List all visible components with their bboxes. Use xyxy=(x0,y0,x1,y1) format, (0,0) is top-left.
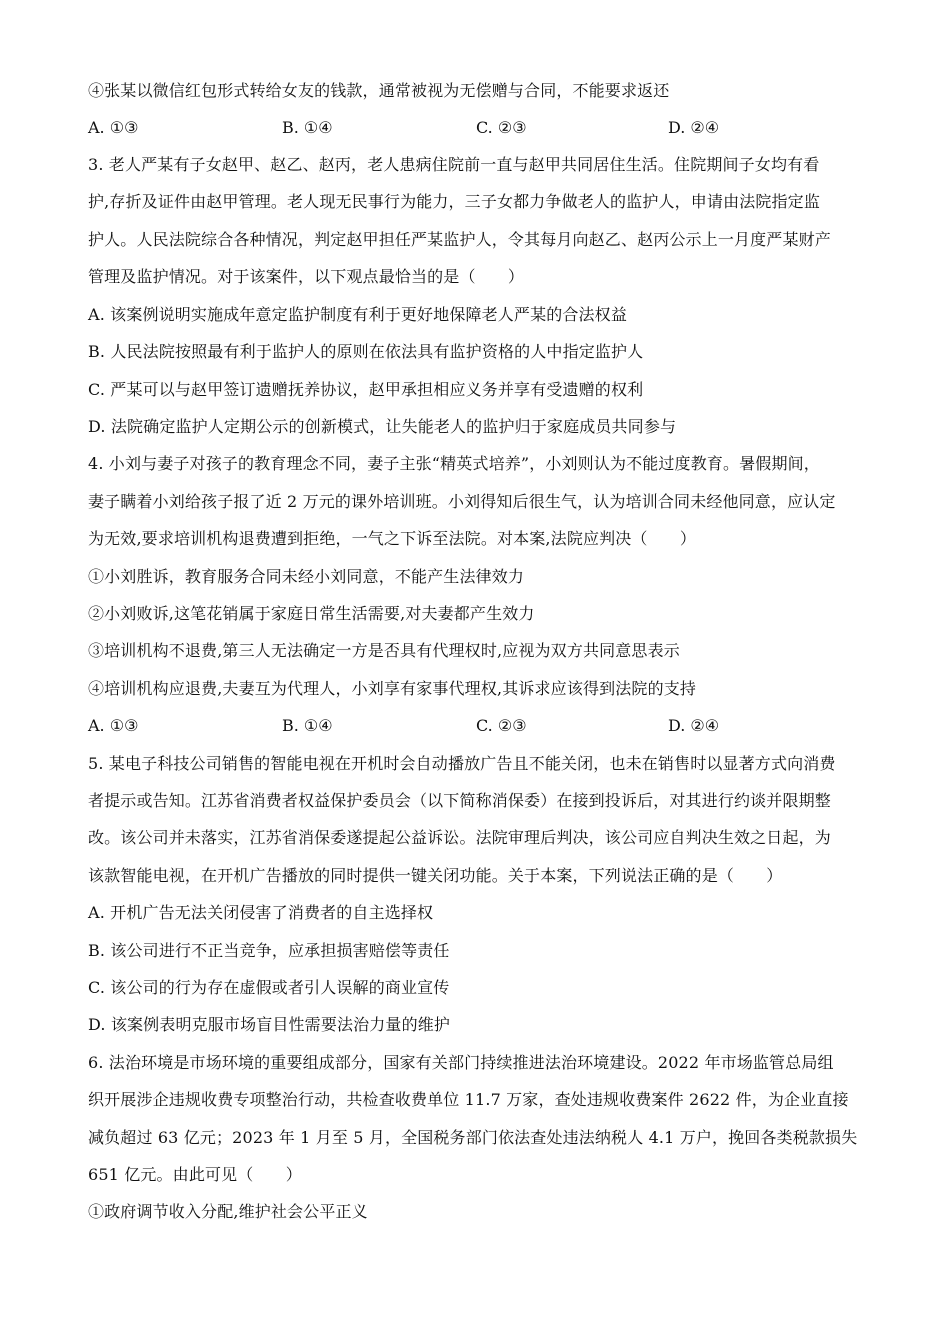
q3-option-b[interactable]: B. 人民法院按照最有利于监护人的原则在依法具有监护资格的人中指定监护人 xyxy=(88,342,644,361)
q5-stem-line: 该款智能电视，在开机广告播放的同时提供一键关闭功能。关于本案，下列说法正确的是（ ） xyxy=(88,866,783,885)
q5-option-a[interactable]: A. 开机广告无法关闭侵害了消费者的自主选择权 xyxy=(88,903,434,922)
q4-option-a[interactable]: A. ①③ xyxy=(88,716,139,735)
q2-option-b[interactable]: B. ①④ xyxy=(282,118,333,137)
q5-stem-line: 者提示或告知。江苏省消费者权益保护委员会（以下简称消保委）在接到投诉后，对其进行约谈并限期整 xyxy=(88,791,831,810)
q5-option-b[interactable]: B. 该公司进行不正当竞争，应承担损害赔偿等责任 xyxy=(88,941,450,960)
q3-stem-line: 护人。人民法院综合各种情况，判定赵甲担任严某监护人，令其每月向赵乙、赵丙公示上一月度严某财产 xyxy=(88,230,831,249)
q4-statement-2: ②小刘败诉,这笔花销属于家庭日常生活需要,对夫妻都产生效力 xyxy=(88,604,535,623)
q2-option-a[interactable]: A. ①③ xyxy=(88,118,139,137)
q4-statement-4: ④培训机构应退费,夫妻互为代理人，小刘享有家事代理权,其诉求应该得到法院的支持 xyxy=(88,679,697,698)
q2-option-c[interactable]: C. ②③ xyxy=(476,118,527,137)
q4-option-d[interactable]: D. ②④ xyxy=(668,716,720,735)
q4-stem-line: 为无效,要求培训机构退费遭到拒绝，一气之下诉至法院。对本案,法院应判决（ ） xyxy=(88,529,697,548)
q3-stem-line: 护,存折及证件由赵甲管理。老人现无民事行为能力，三子女都力争做老人的监护人，申请由法院指定监 xyxy=(88,192,820,211)
q3-stem-line: 管理及监护情况。对于该案件，以下观点最恰当的是（ ） xyxy=(88,267,525,286)
q5-option-d[interactable]: D. 该案例表明克服市场盲目性需要法治力量的维护 xyxy=(88,1015,451,1034)
q4-statement-1: ①小刘胜诉，教育服务合同未经小刘同意，不能产生法律效力 xyxy=(88,567,525,586)
q4-statement-3: ③培训机构不退费,第三人无法确定一方是否具有代理权时,应视为双方共同意思表示 xyxy=(88,641,680,660)
q5-option-c[interactable]: C. 该公司的行为存在虚假或者引人误解的商业宣传 xyxy=(88,978,450,997)
q3-stem-line: 3. 老人严某有子女赵甲、赵乙、赵丙，老人患病住院前一直与赵甲共同居住生活。住院期间子女均有看 xyxy=(88,155,820,174)
q3-option-a[interactable]: A. 该案例说明实施成年意定监护制度有利于更好地保障老人严某的合法权益 xyxy=(88,305,627,324)
q6-statement-1: ①政府调节收入分配,维护社会公平正义 xyxy=(88,1202,368,1221)
q4-option-b[interactable]: B. ①④ xyxy=(282,716,333,735)
q3-option-d[interactable]: D. 法院确定监护人定期公示的创新模式，让失能老人的监护归于家庭成员共同参与 xyxy=(88,417,677,436)
q4-options xyxy=(88,715,868,737)
q6-stem-line: 651 亿元。由此可见（ ） xyxy=(88,1165,302,1184)
q2-statement-4: ④张某以微信红包形式转给女友的钱款，通常被视为无偿赠与合同，不能要求返还 xyxy=(88,81,670,100)
q6-stem-line: 减负超过 63 亿元；2023 年 1 月至 5 月，全国税务部门依法查处违法纳税人 4.1 万户，挽回各类税款损失 xyxy=(88,1128,858,1147)
q6-stem-line: 6. 法治环境是市场环境的重要组成部分，国家有关部门持续推进法治环境建设。2022 年市场监管总局组 xyxy=(88,1053,834,1072)
q3-option-c[interactable]: C. 严某可以与赵甲签订遗赠抚养协议，赵甲承担相应义务并享有受遗赠的权利 xyxy=(88,380,644,399)
q5-stem-line: 5. 某电子科技公司销售的智能电视在开机时会自动播放广告且不能关闭，也未在销售时以显著方式向消费 xyxy=(88,754,836,773)
q4-stem-line: 4. 小刘与妻子对孩子的教育理念不同，妻子主张“精英式培养”，小刘则认为不能过度教育。暑假期间， xyxy=(88,454,820,473)
q2-options xyxy=(88,117,868,139)
q5-stem-line: 改。该公司并未落实，江苏省消保委遂提起公益诉讼。法院审理后判决，该公司应自判决生效之日起，为 xyxy=(88,828,831,847)
q4-option-c[interactable]: C. ②③ xyxy=(476,716,527,735)
q6-stem-line: 织开展涉企违规收费专项整治行动，共检查收费单位 11.7 万家，查处违规收费案件 2622 件，为企业直接 xyxy=(88,1090,849,1109)
q2-option-d[interactable]: D. ②④ xyxy=(668,118,720,137)
q4-stem-line: 妻子瞒着小刘给孩子报了近 2 万元的课外培训班。小刘得知后很生气，认为培训合同未经他同意，应认定 xyxy=(88,492,836,511)
